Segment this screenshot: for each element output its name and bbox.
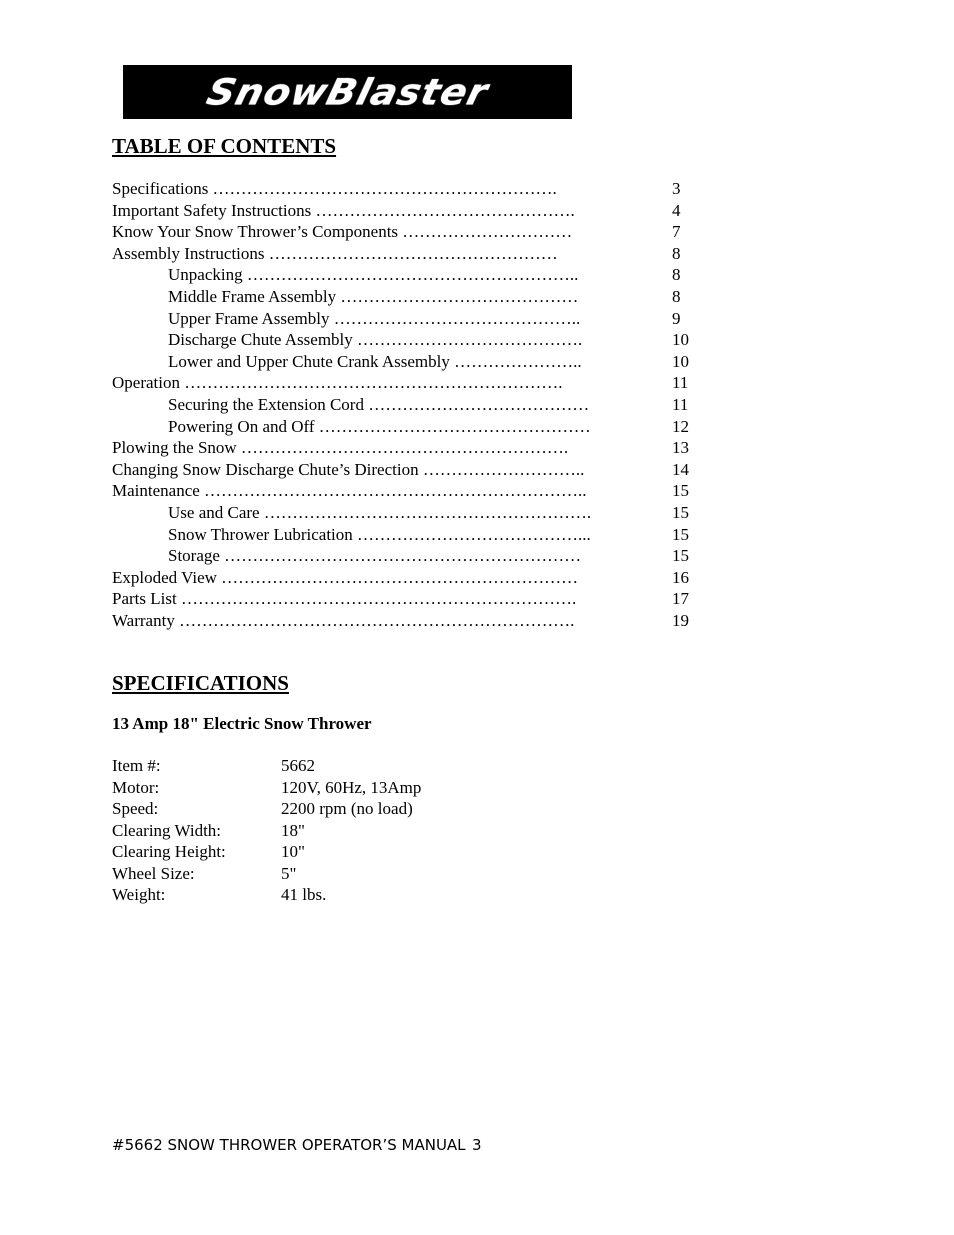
toc-entry-label: Important Safety Instructions ………………………………………. xyxy=(112,200,575,220)
toc-entry-page: 11 xyxy=(672,373,689,393)
toc-entry-page: 8 xyxy=(672,286,681,306)
toc-entry-page: 19 xyxy=(672,610,689,630)
toc-entry-page: 14 xyxy=(672,459,689,479)
snowblaster-logo xyxy=(123,65,572,119)
toc-entry-label: Plowing the Snow …………………………………………………. xyxy=(112,438,569,458)
toc-entry-page: 12 xyxy=(672,416,689,436)
page-footer xyxy=(112,1136,482,1154)
spec-label: Weight: xyxy=(112,885,166,904)
toc-entry-page: 15 xyxy=(672,502,689,522)
toc-entry-label: Use and Care …………………………………………………. xyxy=(168,502,592,522)
toc-entry-page: 17 xyxy=(672,589,689,609)
toc-entry-page: 15 xyxy=(672,524,689,544)
toc-entry xyxy=(112,459,712,481)
specifications-heading: SPECIFICATIONS xyxy=(112,671,289,695)
toc-entry-label: Unpacking ………………………………………………….. xyxy=(168,265,579,285)
toc-entry xyxy=(112,351,712,373)
toc-entry-label: Know Your Snow Thrower’s Components ………………………… xyxy=(112,222,573,242)
spec-value: 5662 xyxy=(281,756,315,775)
toc-entry-page: 7 xyxy=(672,222,681,242)
spec-value: 2200 rpm (no load) xyxy=(281,799,413,818)
spec-label: Item #: xyxy=(112,756,161,775)
spec-value: 41 lbs. xyxy=(281,885,327,904)
toc-entry xyxy=(112,221,712,243)
footer-page-number: 3 xyxy=(472,1136,482,1154)
toc-entry xyxy=(112,200,712,222)
spec-row xyxy=(112,863,512,885)
toc-entry-label: Specifications ……………………………………………………. xyxy=(112,179,557,198)
toc-entry xyxy=(112,243,712,265)
spec-row xyxy=(112,820,512,842)
toc-entry-page: 10 xyxy=(672,330,689,350)
spec-value: 5" xyxy=(281,863,297,883)
spec-row xyxy=(112,841,512,863)
spec-value: 120V, 60Hz, 13Amp xyxy=(281,777,422,797)
toc-entry-page: 9 xyxy=(672,308,681,328)
toc-entry xyxy=(112,394,712,416)
spec-row xyxy=(112,884,512,906)
toc-entry-page: 3 xyxy=(672,179,681,198)
toc-entry-label: Lower and Upper Chute Crank Assembly ………………….. xyxy=(168,351,582,371)
specifications-list xyxy=(112,755,512,906)
toc-entry xyxy=(112,329,712,351)
toc-entry-page: 8 xyxy=(672,265,681,285)
toc-entry-label: Exploded View ……………………………………………………… xyxy=(112,567,579,587)
toc-entry xyxy=(112,308,712,330)
toc-entry-label: Powering On and Off ………………………………………… xyxy=(168,416,591,436)
spec-row xyxy=(112,755,512,777)
toc-entry xyxy=(112,545,712,567)
toc-entry-label: Operation …………………………………………………………. xyxy=(112,373,563,393)
toc-entry-label: Assembly Instructions …………………………………………… xyxy=(112,243,558,263)
toc-entry xyxy=(112,588,712,610)
toc-entry-page: 15 xyxy=(672,546,689,566)
toc-entry xyxy=(112,437,712,459)
toc-entry xyxy=(112,567,712,589)
spec-label: Speed: xyxy=(112,799,159,818)
spec-label: Motor: xyxy=(112,777,160,797)
toc-entry xyxy=(112,178,712,200)
toc-entry-label: Changing Snow Discharge Chute’s Direction ……………………….. xyxy=(112,459,585,479)
toc-entry xyxy=(112,480,712,502)
toc-entry-label: Securing the Extension Cord ………………………………… xyxy=(168,394,590,414)
toc-entry-label: Upper Frame Assembly …………………………………….. xyxy=(168,308,581,328)
spec-value: 10" xyxy=(281,842,305,861)
spec-label: Wheel Size: xyxy=(112,863,195,883)
toc-entry-label: Storage ……………………………………………………… xyxy=(168,546,582,566)
spec-row xyxy=(112,798,512,820)
toc-entry-label: Parts List ……………………………………………………………. xyxy=(112,589,577,609)
spec-value: 18" xyxy=(281,820,305,840)
toc-entry xyxy=(112,524,712,546)
spec-label: Clearing Width: xyxy=(112,820,222,840)
toc-entry xyxy=(112,264,712,286)
toc-entry xyxy=(112,610,712,632)
table-of-contents xyxy=(112,178,712,631)
toc-heading: TABLE OF CONTENTS xyxy=(112,134,337,158)
toc-entry xyxy=(112,372,712,394)
toc-entry xyxy=(112,286,712,308)
toc-entry-page: 8 xyxy=(672,243,681,263)
toc-entry-page: 15 xyxy=(672,481,689,501)
toc-entry-page: 13 xyxy=(672,438,689,458)
toc-entry-label: Middle Frame Assembly …………………………………… xyxy=(168,286,579,306)
toc-entry-page: 4 xyxy=(672,200,681,220)
toc-entry-page: 16 xyxy=(672,567,689,587)
toc-entry-label: Warranty ……………………………………………………………. xyxy=(112,610,575,630)
toc-entry-label: Snow Thrower Lubrication …………………………………... xyxy=(168,524,591,544)
product-subheading: 13 Amp 18" Electric Snow Thrower xyxy=(112,714,372,733)
toc-entry xyxy=(112,416,712,438)
toc-entry-label: Discharge Chute Assembly …………………………………. xyxy=(168,330,583,350)
footer-title: #5662 SNOW THROWER OPERATOR’S MANUAL xyxy=(112,1136,466,1154)
toc-entry-page: 10 xyxy=(672,351,689,371)
toc-entry-page: 11 xyxy=(672,394,689,414)
logo-text: SnowBlaster xyxy=(202,71,493,113)
toc-entry-label: Maintenance ………………………………………………………….. xyxy=(112,481,587,501)
spec-label: Clearing Height: xyxy=(112,842,226,861)
spec-row xyxy=(112,777,512,799)
toc-entry xyxy=(112,502,712,524)
